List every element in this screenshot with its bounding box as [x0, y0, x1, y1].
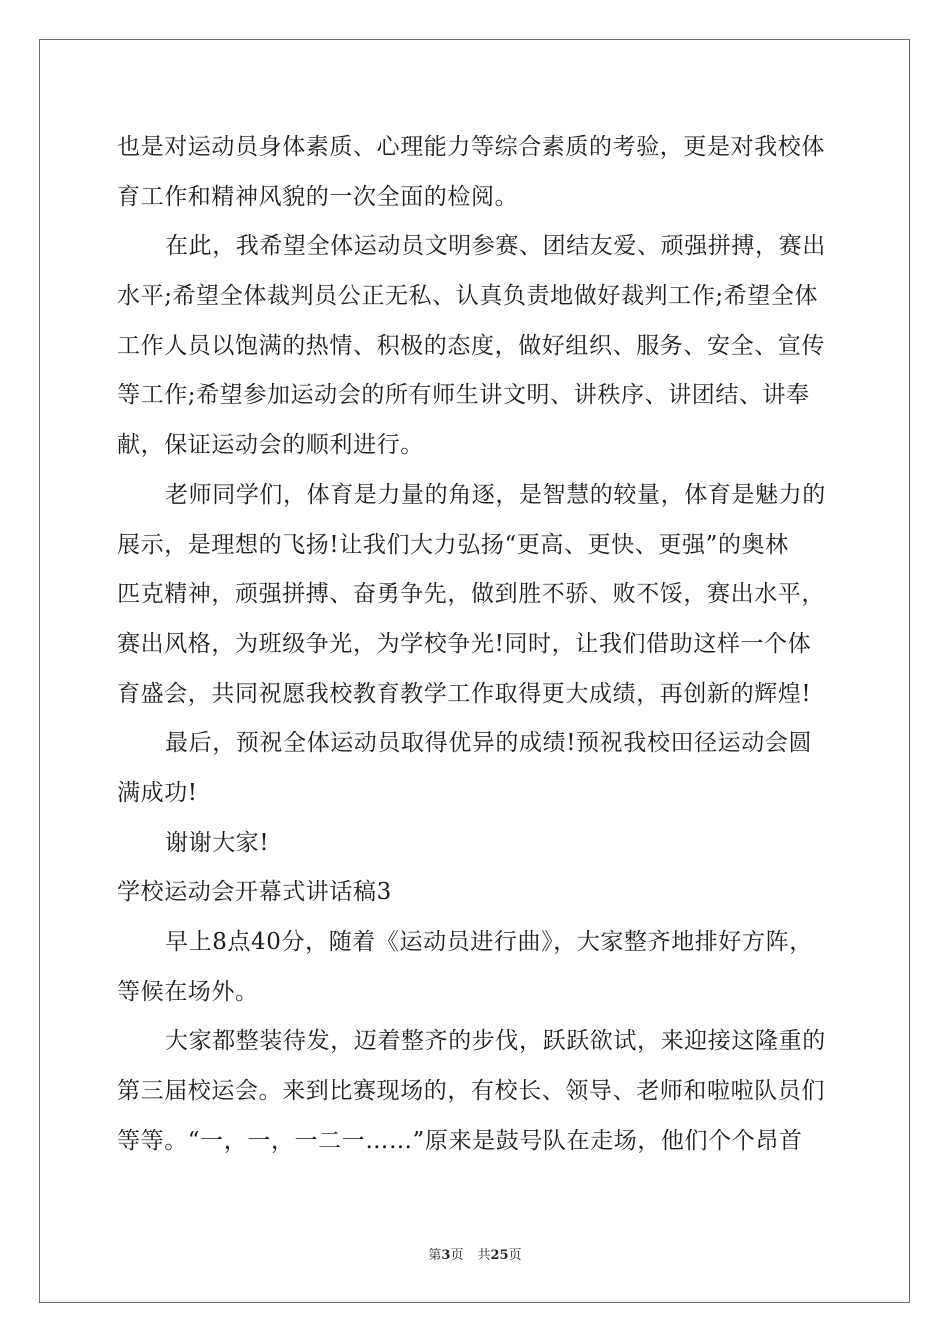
text-line: 育盛会，共同祝愿我校教育教学工作取得更大成绩，再创新的辉煌!	[117, 680, 812, 707]
page-suffix: 页	[450, 1248, 464, 1263]
text-line: 满成功!	[117, 779, 198, 806]
text-line: 展示，是理想的飞扬!让我们大力弘扬“更高、更快、更强”的奥林	[117, 531, 789, 558]
text-line: 献，保证运动会的顺利进行。	[117, 432, 424, 459]
paragraph-start-line: 早上8点40分，随着《运动员进行曲》，大家整齐地排好方阵，	[165, 929, 813, 955]
text-line: 水平;希望全体裁判员公正无私、认真负责地做好裁判工作;希望全体	[117, 283, 819, 310]
page-footer	[0, 1247, 950, 1265]
paragraph-start-line: 在此，我希望全体运动员文明参赛、团结友爱、顽强拼搏，赛出	[165, 233, 826, 260]
text-line: 赛出风格，为班级争光，为学校争光!同时，让我们借助这样一个体	[117, 630, 812, 657]
text-line: 匹克精神，顽强拼搏、奋勇争先，做到胜不骄、败不馁，赛出水平，	[117, 581, 825, 608]
text-line: 等候在场外。	[117, 978, 259, 1005]
page-prefix: 第	[428, 1248, 442, 1263]
total-prefix: 共	[477, 1248, 491, 1263]
document-body	[117, 123, 837, 1166]
text-line: 等等。“一，一，一二一……”原来是鼓号队在走场，他们个个昂首	[117, 1127, 803, 1154]
paragraph-start-line: 大家都整装待发，迈着整齐的步伐，跃跃欲试，来迎接这隆重的	[165, 1028, 826, 1055]
paragraph-start-line: 老师同学们，体育是力量的角逐，是智慧的较量，体育是魅力的	[165, 481, 826, 508]
paragraph-start-line: 最后，预祝全体运动员取得优异的成绩!预祝我校田径运动会圆	[165, 730, 813, 757]
total-pages: 25	[490, 1248, 509, 1263]
text-line: 等工作;希望参加运动会的所有师生讲文明、讲秩序、讲团结、讲奉	[117, 382, 810, 409]
page-number: 3	[441, 1248, 451, 1263]
text-line: 也是对运动员身体素质、心理能力等综合素质的考验，更是对我校体	[117, 134, 825, 160]
total-suffix: 页	[508, 1248, 522, 1263]
paragraph-start-line: 谢谢大家!	[165, 829, 270, 856]
text-line: 育工作和精神风貌的一次全面的检阅。	[117, 183, 519, 210]
text-line: 第三届校运会。来到比赛现场的，有校长、领导、老师和啦啦队员们	[117, 1078, 825, 1105]
section-title: 学校运动会开幕式讲话稿3	[117, 879, 392, 906]
text-line: 工作人员以饱满的热情、积极的态度，做好组织、服务、安全、宣传	[117, 332, 825, 359]
